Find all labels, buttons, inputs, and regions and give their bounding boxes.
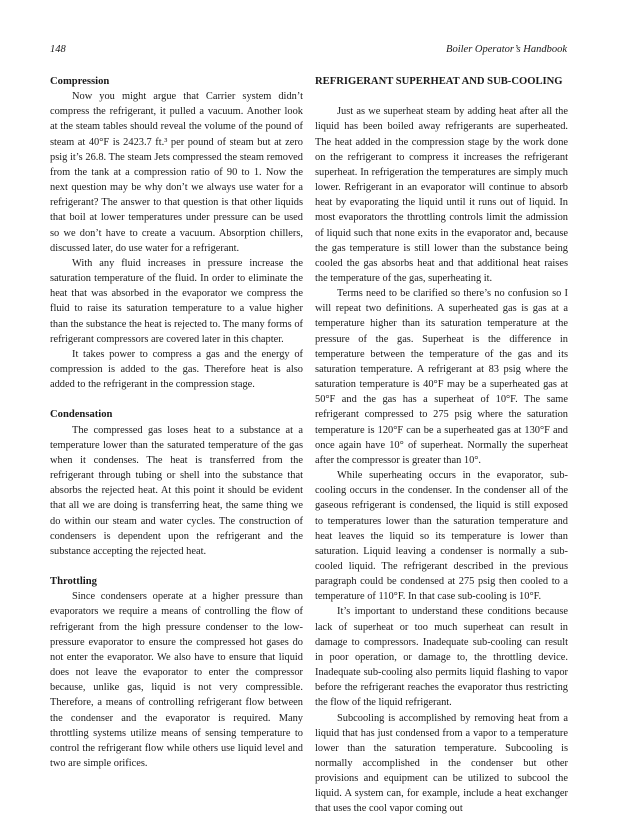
paragraph: Just as we superheat steam by adding heat after all the liquid has been boiled away refrigerants are superheated. The heat added in the compression stage by the work done on the refrigerant to compress it increases the refrigerant superheat. In refrigeration the temperatures are simply much lower. Refrigerant in an evaporator will continue to absorb heat by evaporating the liquid until it runs out of liquid. In most evaporators the throttling controls limit the admission of liquid such that none exits in the evaporator and, because the gas temperature is still lower than the substance being cooled the gas absorbs heat and that additional heat raises the temperature of the gas, superheating it. (315, 106, 568, 285)
paragraph: It takes power to compress a gas and the energy of compression is added to the gas. Therefore heat is also added to the refrigerant in the compression stage. (50, 348, 303, 391)
paragraph: With any fluid increases in pressure increase the saturation temperature of the fluid. In order to eliminate the heat that was absorbed in the evaporator we compress the fluid to raise its saturation temperature to a value higher than the substance the heat is rejected to. The many forms of refrigerant compressors are covered later in this chapter. (50, 257, 303, 345)
left-column (50, 74, 303, 771)
running-header-title: Boiler Operator’s Handbook (446, 44, 567, 55)
section-heading-superheat-subcooling: REFRIGERANT SUPERHEAT AND SUB-COOLING (315, 76, 563, 87)
right-column (315, 74, 568, 817)
paragraph: The compressed gas loses heat to a substance at a temperature lower than the saturated temperature of the gas when it condenses. The heat is transferred from the refrigerant through tubing or shell into the substance that absorbs the rejected heat. At this point it should be evident that all we are doing is transferring heat, the same thing we do within our steam and water cycles. The construction of condensers is dependent upon the refrigerant and the substance accepting the rejected heat. (50, 424, 303, 557)
section-heading-throttling: Throttling (50, 576, 97, 588)
section-heading-condensation: Condensation (50, 409, 113, 421)
page-number: 148 (50, 44, 66, 55)
section-heading-compression: Compression (50, 76, 110, 87)
paragraph: While superheating occurs in the evaporator, sub-cooling occurs in the condenser. In the condenser all of the gaseous refrigerant is condensed, the liquid is still exposed to temperatures lower than the saturation temperature and heat leaves the liquid so its temperature is lower than saturation. Liquid leaving a condenser is normally a sub-cooled liquid. The refrigerant described in the previous paragraph could be condensed at 275 psig then cooled to a temperature of 110°F. In that case sub-cooling is 10°F. (315, 470, 568, 603)
paragraph: Terms need to be clarified so there’s no confusion so I will repeat two definitions. A superheated gas is gas at a temperature higher than its saturation temperature at the pressure of the gas. Superheat is the difference in temperature between the temperature of the gas and its saturation temperature. A refrigerant at 83 psig where the saturation temperature is 40°F may be a superheated gas at 50°F and the gas has a superheat of 10°F. The same refrigerant compressed to 275 psig where the saturation temperature is 120°F can be a superheated gas at 130°F and once again have 10° of superheat. Normally the superheat after the compressor is greater than 10°. (315, 288, 568, 466)
paragraph: Now you might argue that Carrier system didn’t compress the refrigerant, it pulled a vacuum. Another look at the steam tables should reveal the volume of the pound of steam at 40°F is 2423.7 ft.³ per pound of steam but at zero psig it’s 26.8. The steam Jets compressed the steam removed from the tank at a compression ratio of 90 to 1. Now the next question may be why don’t we always use water for a refrigerant? The answer to that question is that other liquids that boil at lower temperatures under pressure can be used so we don’t have to create a vacuum. Absorption chillers, discussed later, do use water for a refrigerant. (50, 91, 303, 254)
paragraph: It’s important to understand these conditions because lack of superheat or too much superheat can result in damage to compressors. Inadequate sub-cooling can result in poor operation, or damage to, the throttling device. Inadequate sub-cooling also permits liquid flashing to vapor before the refrigerant reaches the evaporator thus restricting the flow of the liquid refrigerant. (315, 606, 568, 709)
paragraph: Since condensers operate at a higher pressure than evaporators we require a means of controlling the flow of refrigerant from the high pressure condenser to the low-pressure evaporator to ensure the compressed hot gases do not enter the evaporator. We also have to ensure that liquid does not leave the evaporator to enter the compressor because, unlike gas, liquid is not very compressible. Therefore, a means of controlling refrigerant flow between the condenser and the evaporator is required. Many throttling systems utilize means of sensing temperature to control the refrigerant flow while others use liquid level and two are simple orifices. (50, 591, 303, 769)
paragraph: Subcooling is accomplished by removing heat from a liquid that has just condensed from a vapor to a temperature lower than the saturation temperature. Subcooling is normally accomplished in the condenser but other provisions and equipment can be utilized to subcool the liquid. A system can, for example, include a heat exchanger that uses the cool vapor coming out (315, 712, 568, 815)
